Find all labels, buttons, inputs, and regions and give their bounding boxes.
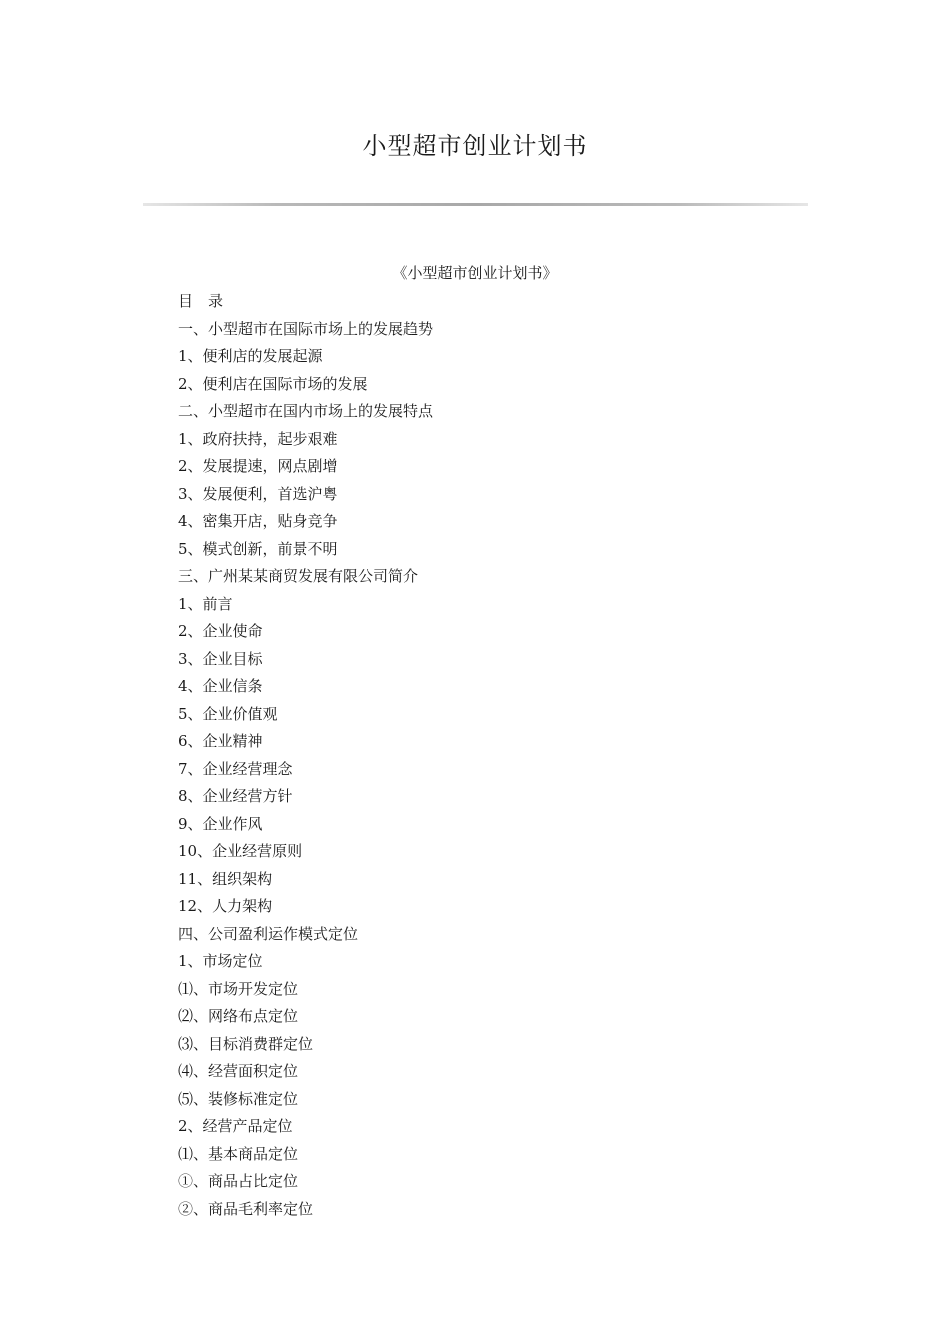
document-title: 小型超市创业计划书 (362, 132, 588, 160)
document-subtitle: 《小型超市创业计划书》 (392, 264, 558, 282)
toc-item: 7、企业经营理念 (178, 759, 293, 778)
toc-item: 5、模式创新，前景不明 (178, 539, 338, 558)
toc-subitem: ⑴、市场开发定位 (178, 979, 299, 998)
toc-heading: 目 录 (178, 292, 224, 310)
toc-item: 4、密集开店，贴身竞争 (178, 512, 338, 530)
toc-item: 12、人力架构 (178, 897, 273, 915)
toc-subitem: ⑶、目标消费群定位 (178, 1034, 314, 1053)
toc-subitem: ⑴、基本商品定位 (178, 1144, 299, 1163)
toc-section: 二、小型超市在国内市场上的发展特点 (178, 402, 434, 420)
toc-item: 3、企业目标 (178, 649, 263, 668)
toc-subitem: ⑵、网络布点定位 (178, 1007, 299, 1025)
toc-item: 10、企业经营原则 (178, 842, 303, 860)
toc-item: 5、企业价值观 (178, 704, 278, 723)
toc-section: 三、广州某某商贸发展有限公司简介 (178, 567, 419, 585)
toc-item: 11、组织架构 (178, 869, 273, 888)
toc-item: 1、前言 (178, 594, 233, 613)
toc-item: 2、经营产品定位 (178, 1117, 293, 1135)
toc-section: 一、小型超市在国际市场上的发展趋势 (178, 319, 434, 338)
toc-subitem: ①、商品占比定位 (178, 1172, 299, 1190)
toc-item: 3、发展便利，首选沪粤 (178, 484, 338, 503)
toc-subitem: ②、商品毛利率定位 (178, 1199, 314, 1218)
toc-item: 9、企业作风 (178, 814, 263, 833)
toc-item: 1、市场定位 (178, 952, 263, 970)
title-divider (143, 203, 808, 206)
toc-item: 4、企业信条 (178, 677, 263, 695)
toc-item: 2、企业使命 (178, 622, 263, 640)
toc-subitem: ⑷、经营面积定位 (178, 1062, 299, 1080)
toc-item: 1、政府扶持，起步艰难 (178, 429, 338, 448)
toc-item: 8、企业经营方针 (178, 787, 293, 805)
table-of-contents (178, 288, 798, 1223)
toc-item: 1、便利店的发展起源 (178, 347, 323, 365)
toc-section: 四、公司盈利运作模式定位 (178, 924, 359, 943)
toc-item: 6、企业精神 (178, 732, 263, 750)
toc-item: 2、发展提速，网点剧增 (178, 457, 338, 475)
toc-subitem: ⑸、装修标准定位 (178, 1089, 299, 1108)
toc-item: 2、便利店在国际市场的发展 (178, 374, 368, 393)
